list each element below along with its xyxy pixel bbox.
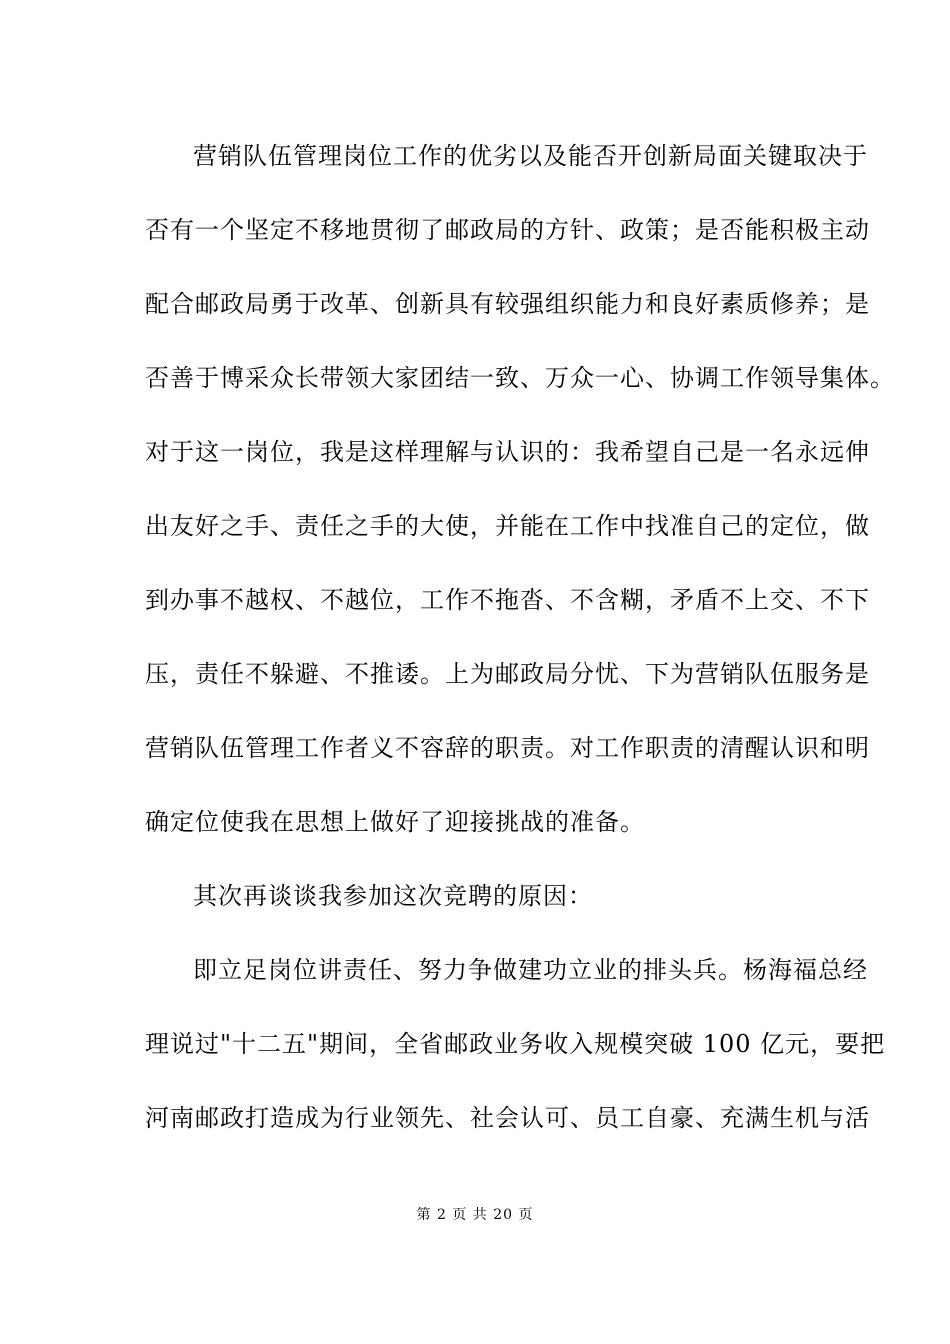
page-number: 第 2 页 共 20 页: [416, 1207, 534, 1223]
paragraph-line: 到办事不越权、不越位，工作不拖沓、不含糊，矛盾不上交、不下: [145, 586, 870, 614]
paragraph-line: 即立足岗位讲责任、努力争做建功立业的排头兵。杨海福总经: [193, 956, 868, 984]
paragraph-line: 压，责任不躲避、不推诿。上为邮政局分忧、下为营销队伍服务是: [145, 660, 870, 688]
paragraph-line: 河南邮政打造成为行业领先、社会认可、员工自豪、充满生机与活: [145, 1104, 870, 1132]
paragraph-line: 否有一个坚定不移地贯彻了邮政局的方针、政策；是否能积极主动: [145, 216, 870, 244]
paragraph-line: 对于这一岗位，我是这样理解与认识的：我希望自己是一名永远伸: [145, 438, 870, 466]
paragraph-line: 营销队伍管理工作者义不容辞的职责。对工作职责的清醒认识和明: [145, 734, 870, 762]
paragraph-line: 确定位使我在思想上做好了迎接挑战的准备。: [145, 808, 645, 836]
paragraph-line: 出友好之手、责任之手的大使，并能在工作中找准自己的定位，做: [145, 512, 870, 540]
paragraph-line: 营销队伍管理岗位工作的优劣以及能否开创新局面关键取决于: [193, 142, 868, 170]
paragraph-line: 配合邮政局勇于改革、创新具有较强组织能力和良好素质修养；是: [145, 290, 870, 318]
paragraph-line: 其次再谈谈我参加这次竞聘的原因：: [193, 882, 593, 910]
paragraph-line: 理说过"十二五"期间，全省邮政业务收入规模突破 100 亿元，要把: [145, 1030, 886, 1058]
paragraph-line: 否善于博采众长带领大家团结一致、万众一心、协调工作领导集体。: [145, 364, 895, 392]
